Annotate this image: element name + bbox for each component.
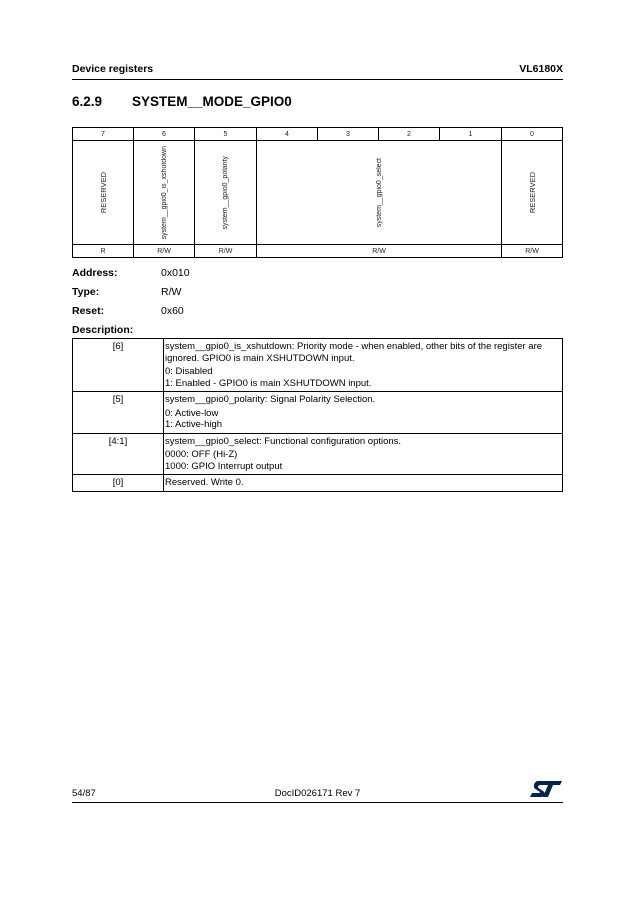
- field-access: R: [72, 244, 134, 258]
- description-line: 1000: GPIO Interrupt output: [165, 460, 283, 472]
- field-access: R/W: [501, 244, 563, 258]
- field-name: system__gpio0_is_xshutdown: [160, 145, 168, 240]
- description-line: 0: Disabled: [165, 366, 213, 377]
- bit-number: 4: [256, 127, 318, 141]
- bit-description: [164, 433, 563, 475]
- document-id: DocID026171 Rev 7: [274, 788, 361, 799]
- field-name: RESERVED: [527, 171, 537, 214]
- bit-range: [5]: [73, 392, 164, 434]
- header-product: VL6180X: [519, 63, 563, 75]
- field-name-cell: [501, 140, 563, 245]
- st-logo-icon: [529, 780, 563, 798]
- description-line: system__gpio0_is_xshutdown: Priority mode - when enabled, other bits of the register are ignored. GPIO0 is main XSHUTDOWN input.: [165, 341, 543, 364]
- reset-value: 0x60: [161, 305, 184, 317]
- bit-description: [164, 475, 563, 492]
- description-line: system__gpio0_polarity: Signal Polarity Selection.: [165, 394, 376, 405]
- table-row: [73, 339, 563, 392]
- page-number: 54/87: [72, 788, 96, 799]
- table-row: [73, 392, 563, 434]
- bit-number: 3: [317, 127, 379, 141]
- field-access: R/W: [256, 244, 502, 258]
- field-access: R/W: [133, 244, 195, 258]
- field-name-cell: [133, 140, 195, 245]
- bit-number: 6: [133, 127, 195, 141]
- bit-range: [4:1]: [73, 433, 164, 475]
- field-name: RESERVED: [98, 171, 108, 214]
- description-table: [72, 338, 563, 492]
- description-line: 0: Active-low: [165, 407, 219, 419]
- description-label: Description:: [72, 324, 134, 336]
- description-line: Reserved. Write 0.: [165, 477, 244, 488]
- bit-number: 1: [439, 127, 502, 141]
- page-header: [72, 62, 563, 80]
- table-row: [73, 433, 563, 475]
- field-name: system__gpio0_select: [375, 157, 383, 228]
- bit-description: [164, 392, 563, 434]
- field-name-cell: [72, 140, 134, 245]
- field-access: R/W: [194, 244, 257, 258]
- section-title: SYSTEM__MODE_GPIO0: [132, 94, 292, 109]
- field-name-cell: [256, 140, 502, 245]
- register-bitfield-table: [72, 127, 563, 257]
- description-line: 0000: OFF (Hi-Z): [165, 449, 238, 460]
- bit-number: 5: [194, 127, 257, 141]
- bit-number: 0: [501, 127, 563, 141]
- bit-range: [6]: [73, 339, 164, 392]
- field-name: system__gpio0_polarity: [222, 155, 229, 230]
- description-line: system__gpio0_select: Functional configuration options.: [165, 435, 402, 447]
- field-name-cell: [194, 140, 257, 245]
- bit-description: [164, 339, 563, 392]
- bit-number: 2: [378, 127, 440, 141]
- description-line: 1: Enabled - GPIO0 is main XSHUTDOWN input.: [165, 377, 372, 389]
- type-label: Type:: [72, 286, 100, 298]
- address-value: 0x010: [161, 267, 190, 279]
- bit-number: 7: [72, 127, 134, 141]
- table-row: [73, 475, 563, 492]
- header-section: Device registers: [72, 63, 154, 75]
- type-value: R/W: [161, 286, 182, 298]
- description-line: 1: Active-high: [165, 419, 223, 430]
- page-footer: [72, 786, 563, 803]
- section-heading: [72, 94, 292, 109]
- section-number: 6.2.9: [72, 94, 103, 109]
- bit-range: [0]: [73, 475, 164, 492]
- address-label: Address:: [72, 267, 118, 279]
- reset-label: Reset:: [72, 305, 105, 317]
